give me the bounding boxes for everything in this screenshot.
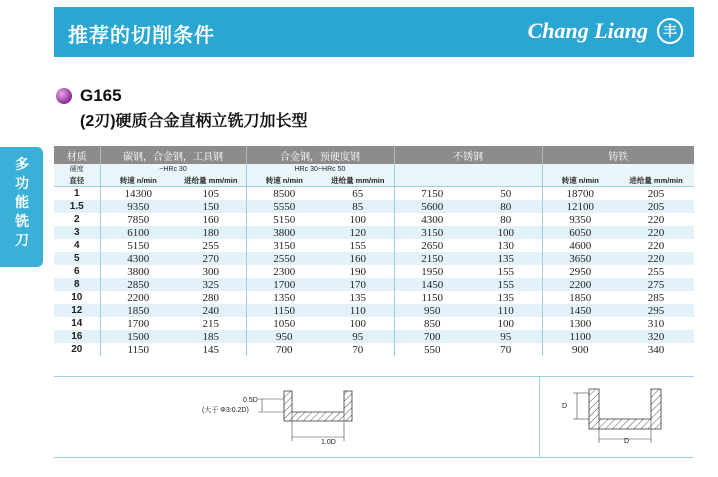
- speed-cell: 1050: [246, 317, 322, 330]
- feed-cell: 155: [349, 239, 366, 252]
- header-banner: [54, 7, 694, 57]
- diameter-cell: 5: [54, 252, 100, 265]
- speed-cell: 900: [542, 343, 618, 356]
- shallow-groove-diagram: [254, 385, 374, 453]
- hardness-value: HRc 30~HRc 50: [246, 164, 394, 174]
- page-title: 推荐的切削条件: [68, 25, 215, 47]
- diameter-cell: 6: [73, 266, 80, 277]
- diameter-label: 直径: [54, 174, 100, 187]
- depth-note: (大于 Φ3:0.2D): [202, 407, 249, 414]
- feed-cell: 185: [176, 330, 246, 343]
- speed-cell: 3800: [100, 265, 176, 278]
- material-header-row: [54, 146, 694, 164]
- cutting-conditions-table: [54, 146, 694, 356]
- feed-cell: 255: [647, 265, 665, 278]
- feed-cell: 340: [647, 343, 665, 356]
- feed-cell: 240: [176, 304, 246, 317]
- speed-cell: 2650: [394, 239, 470, 252]
- speed-label: 转速 n/min: [542, 174, 618, 187]
- feed-cell: 135: [349, 291, 366, 304]
- speed-cell: 18700: [542, 187, 618, 201]
- feed-cell: 80: [500, 213, 512, 226]
- feed-cell: 100: [497, 317, 514, 330]
- feed-cell: 295: [618, 304, 694, 317]
- feed-cell: 220: [618, 252, 694, 265]
- feed-cell: 130: [497, 239, 514, 252]
- speed-cell: 1950: [394, 265, 470, 278]
- feed-cell: 280: [202, 291, 219, 304]
- feed-cell: 135: [497, 291, 514, 304]
- speed-cell: 1850: [542, 291, 618, 304]
- speed-cell: 1450: [542, 304, 618, 317]
- diameter-cell: 10: [71, 292, 83, 303]
- diameter-cell: 1.5: [54, 200, 100, 213]
- feed-cell: 150: [176, 200, 246, 213]
- speed-cell: 550: [394, 343, 470, 356]
- feed-cell: 180: [176, 226, 246, 239]
- speed-cell: 1700: [100, 317, 176, 330]
- diameter-cell: 20: [71, 344, 83, 355]
- speed-cell: 4300: [100, 252, 176, 265]
- speed-label: [394, 174, 470, 187]
- feed-cell: 95: [322, 330, 394, 343]
- speed-cell: 12100: [542, 200, 618, 213]
- speed-cell: 1150: [100, 343, 176, 356]
- brand-name: Chang Liang: [527, 18, 648, 43]
- speed-cell: 850: [394, 317, 470, 330]
- side-category-tab[interactable]: [0, 147, 43, 267]
- table-body: [54, 187, 694, 357]
- feed-cell: 100: [349, 213, 366, 226]
- feed-cell: 145: [202, 343, 219, 356]
- material-name: 不锈钢: [394, 146, 542, 164]
- table-row: [54, 330, 694, 343]
- feed-cell: 310: [647, 317, 665, 330]
- deep-groove-diagram: [559, 383, 679, 453]
- speed-cell: 2850: [100, 278, 176, 291]
- feed-cell: 80: [470, 200, 542, 213]
- speed-cell: 8500: [246, 187, 322, 201]
- diameter-cell: 4: [73, 240, 80, 251]
- hardness-value: [542, 164, 694, 174]
- speed-cell: 1450: [394, 278, 470, 291]
- speed-cell: 700: [394, 330, 470, 343]
- feed-cell: 190: [349, 265, 366, 278]
- feed-cell: 205: [618, 200, 694, 213]
- feed-cell: 325: [176, 278, 246, 291]
- feed-cell: 65: [352, 187, 364, 200]
- logo-glyph: 丰: [663, 24, 677, 40]
- speed-label: 转速 n/min: [100, 174, 176, 187]
- speed-cell: 1100: [542, 330, 618, 343]
- groove-figure-panel: [54, 376, 694, 458]
- feed-cell: 220: [618, 226, 694, 239]
- feed-cell: 95: [470, 330, 542, 343]
- feed-cell: 110: [470, 304, 542, 317]
- feed-cell: 170: [322, 278, 394, 291]
- feed-cell: 255: [202, 239, 219, 252]
- feed-cell: 135: [470, 252, 542, 265]
- depth-label: D: [562, 403, 568, 410]
- hardness-label: 硬度: [54, 164, 100, 174]
- speed-cell: 3800: [246, 226, 322, 239]
- speed-cell: 1350: [246, 291, 322, 304]
- diameter-cell: 14: [71, 318, 83, 329]
- feed-cell: 320: [618, 330, 694, 343]
- feed-cell: 275: [618, 278, 694, 291]
- speed-cell: 2300: [246, 265, 322, 278]
- diameter-cell: 1: [73, 188, 80, 199]
- diameter-cell: 3: [54, 226, 100, 239]
- speed-cell: 5550: [246, 200, 322, 213]
- width-label: D: [624, 438, 630, 445]
- speed-cell: 6050: [542, 226, 618, 239]
- feed-label: 进给量 mm/min: [322, 174, 394, 187]
- table-row: [54, 187, 694, 201]
- table-row: [54, 343, 694, 356]
- feed-label: 进给量 mm/min: [618, 174, 694, 187]
- diameter-cell: 8: [54, 278, 100, 291]
- speed-cell: 3650: [542, 252, 618, 265]
- speed-cell: 3150: [246, 239, 322, 252]
- table-row: [54, 265, 694, 278]
- speed-cell: 1150: [394, 291, 470, 304]
- feed-label: 进给量 mm/min: [176, 174, 246, 187]
- speed-label: 转速 n/min: [246, 174, 322, 187]
- speed-cell: 4300: [394, 213, 470, 226]
- table-row: [54, 278, 694, 291]
- width-label: 1.0D: [321, 439, 336, 446]
- hardness-value: [394, 164, 542, 174]
- speed-cell: 2950: [542, 265, 618, 278]
- depth-label: 0.5D: [243, 397, 258, 404]
- speed-cell: 3150: [394, 226, 470, 239]
- diameter-cell: 2: [73, 214, 80, 225]
- speed-cell: 14300: [100, 187, 176, 201]
- feed-cell: 100: [349, 317, 366, 330]
- speed-cell: 2150: [394, 252, 470, 265]
- material-name: 碳钢，合金钢，工具钢: [100, 146, 246, 164]
- side-tab-label: 多 功 能 铣 刀: [15, 156, 29, 248]
- speed-cell: 950: [246, 330, 322, 343]
- table-row: [54, 291, 694, 304]
- figure-divider: [539, 377, 540, 457]
- speed-cell: 9350: [100, 200, 176, 213]
- speed-cell: 5600: [394, 200, 470, 213]
- hardness-row: [54, 164, 694, 174]
- table-row: [54, 226, 694, 239]
- feed-cell: 100: [470, 226, 542, 239]
- hardness-value: ~HRc 30: [100, 164, 246, 174]
- material-name: 铸铁: [542, 146, 694, 164]
- material-name: 合金钢，预硬度钢: [246, 146, 394, 164]
- feed-label: [470, 174, 542, 187]
- speed-cell: 9350: [542, 213, 618, 226]
- table-row: [54, 239, 694, 252]
- feed-cell: 285: [647, 291, 665, 304]
- speed-cell: 7850: [100, 213, 176, 226]
- speed-cell: 1850: [100, 304, 176, 317]
- speed-cell: 7150: [394, 187, 470, 201]
- table-row: [54, 304, 694, 317]
- speed-cell: 2550: [246, 252, 322, 265]
- feed-cell: 155: [470, 278, 542, 291]
- speed-cell: 1500: [100, 330, 176, 343]
- brand-logo-icon: [656, 17, 684, 45]
- speed-cell: 950: [394, 304, 470, 317]
- feed-cell: 300: [202, 265, 219, 278]
- table-row: [54, 213, 694, 226]
- feed-cell: 50: [500, 187, 512, 200]
- feed-cell: 270: [176, 252, 246, 265]
- speed-cell: 2200: [542, 278, 618, 291]
- feed-cell: 155: [497, 265, 514, 278]
- product-subtitle: (2刃)硬质合金直柄立铣刀加长型: [80, 113, 308, 130]
- diameter-cell: 12: [54, 304, 100, 317]
- feed-cell: 110: [322, 304, 394, 317]
- feed-cell: 85: [322, 200, 394, 213]
- feed-cell: 205: [647, 187, 665, 200]
- feed-cell: 70: [500, 343, 512, 356]
- product-model: G165: [80, 86, 122, 105]
- speed-cell: 1150: [246, 304, 322, 317]
- feed-cell: 220: [647, 213, 665, 226]
- speed-cell: 1700: [246, 278, 322, 291]
- feed-cell: 220: [647, 239, 665, 252]
- table-row: [54, 252, 694, 265]
- speed-cell: 6100: [100, 226, 176, 239]
- feed-cell: 70: [352, 343, 364, 356]
- bullet-icon: [56, 88, 72, 104]
- speed-cell: 4600: [542, 239, 618, 252]
- table-row: [54, 200, 694, 213]
- feed-cell: 105: [202, 187, 219, 200]
- feed-cell: 160: [202, 213, 219, 226]
- material-label: 材质: [54, 146, 100, 164]
- speed-cell: 1300: [542, 317, 618, 330]
- feed-cell: 215: [202, 317, 219, 330]
- speed-cell: 5150: [246, 213, 322, 226]
- feed-cell: 120: [322, 226, 394, 239]
- table-row: [54, 317, 694, 330]
- speed-cell: 2200: [100, 291, 176, 304]
- diameter-cell: 16: [54, 330, 100, 343]
- column-label-row: [54, 174, 694, 187]
- speed-cell: 700: [246, 343, 322, 356]
- feed-cell: 160: [322, 252, 394, 265]
- speed-cell: 5150: [100, 239, 176, 252]
